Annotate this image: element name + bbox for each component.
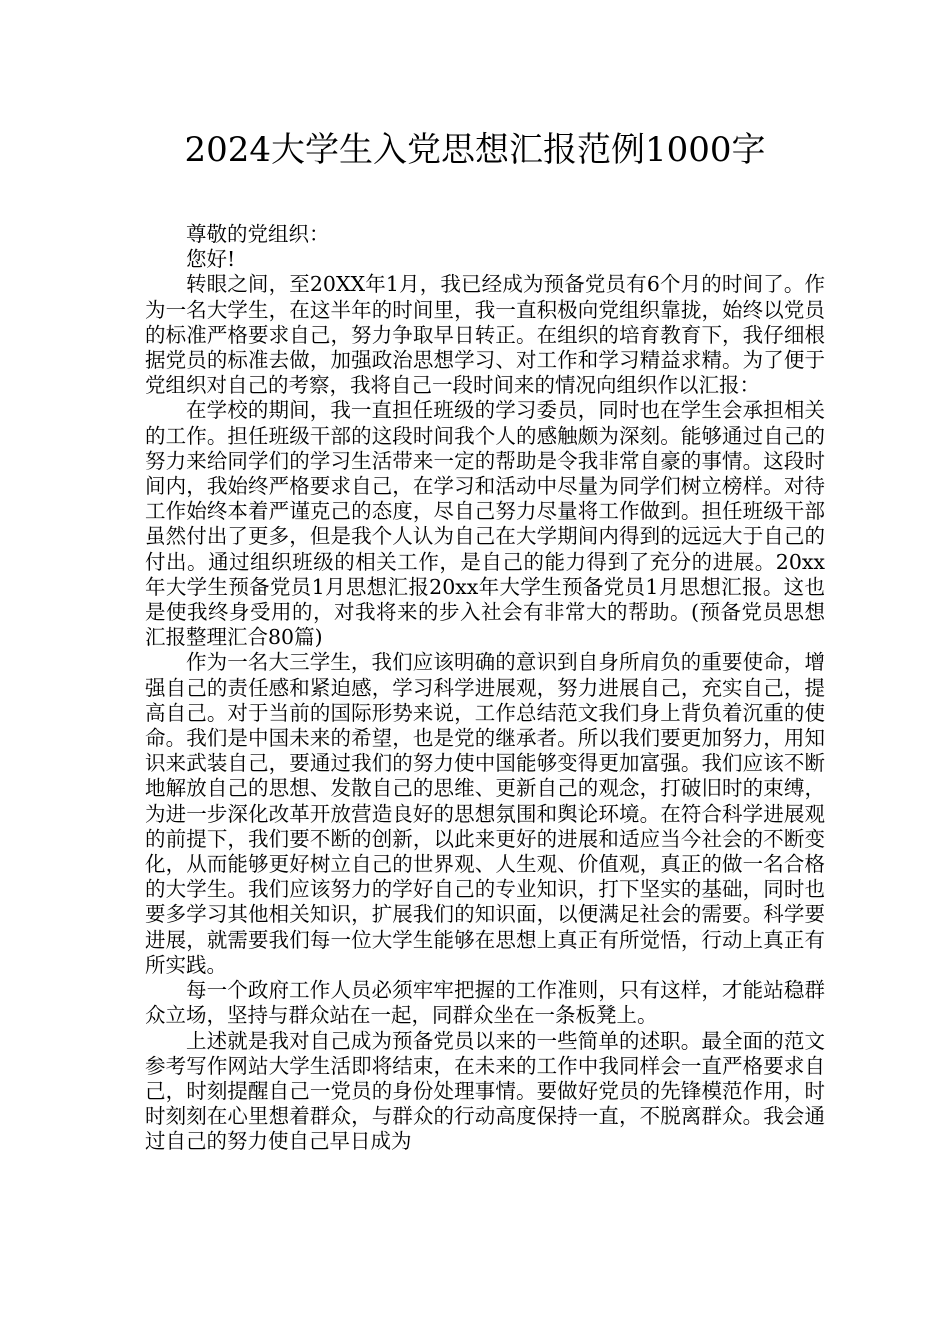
paragraph-1: 转眼之间，至20XX年1月，我已经成为预备党员有6个月的时间了。作为一名大学生，在这半年的时间里，我一直积极向党组织靠拢，始终以党员的标准严格要求自己，努力争取早日转正。在组织的培育教育下，我仔细根据党员的标准去做，加强政治思想学习、对工作和学习精益求精。为了便于党组织对自己的考察，我将自己一段时间来的情况向组织作以汇报： bbox=[145, 272, 825, 398]
greeting: 您好! bbox=[186, 247, 236, 272]
document-body bbox=[145, 222, 825, 1155]
paragraph-4: 每一个政府工作人员必须牢牢把握的工作准则，只有这样，才能站稳群众立场，坚持与群众站在一起，同群众坐在一条板凳上。 bbox=[145, 978, 825, 1028]
document-title: 2024大学生入党思想汇报范例1000字 bbox=[184, 130, 766, 170]
paragraph-2: 在学校的期间，我一直担任班级的学习委员，同时也在学生会承担相关的工作。担任班级干部的这段时间我个人的感触颇为深刻。能够通过自己的努力来给同学们的学习生活带来一定的帮助是令我非常自豪的事情。这段时间内，我始终严格要求自己，在学习和活动中尽量为同学们树立榜样。对待工作始终本着严谨克己的态度，尽自己努力尽量将工作做到。担任班级干部虽然付出了更多，但是我个人认为自己在大学期间内得到的远远大于自己的付出。通过组织班级的相关工作，是自己的能力得到了充分的进展。20xx年大学生预备党员1月思想汇报20xx年大学生预备党员1月思想汇报。这也是使我终身受用的，对我将来的步入社会有非常大的帮助。(预备党员思想汇报整理汇合80篇) bbox=[145, 398, 825, 650]
paragraph-3: 作为一名大三学生，我们应该明确的意识到自身所肩负的重要使命，增强自己的责任感和紧迫感，学习科学进展观，努力进展自己，充实自己，提高自己。对于当前的国际形势来说，工作总结范文我们身上背负着沉重的使命。我们是中国未来的希望，也是党的继承者。所以我们要更加努力，用知识来武装自己，要通过我们的努力使中国能够变得更加富强。我们应该不断地解放自己的思想、发散自己的思维、更新自己的观念，打破旧时的束缚，为进一步深化改革开放营造良好的思想氛围和舆论环境。在符合科学进展观的前提下，我们要不断的创新，以此来更好的进展和适应当今社会的不断变化，从而能够更好树立自己的世界观、人生观、价值观，真正的做一名合格的大学生。我们应该努力的学好自己的专业知识，打下坚实的基础，同时也要多学习其他相关知识，扩展我们的知识面，以便满足社会的需要。科学要进展，就需要我们每一位大学生能够在思想上真正有所觉悟，行动上真正有所实践。 bbox=[145, 650, 825, 977]
salutation: 尊敬的党组织： bbox=[186, 222, 330, 246]
paragraph-5: 上述就是我对自己成为预备党员以来的一些简单的述职。最全面的范文参考写作网站大学生活即将结束，在未来的工作中我同样会一直严格要求自己，时刻提醒自己一党员的身份处理事情。要做好党员的先锋模范作用，时时刻刻在心里想着群众，与群众的行动高度保持一直，不脱离群众。我会通过自己的努力使自己早日成为 bbox=[145, 1028, 825, 1154]
